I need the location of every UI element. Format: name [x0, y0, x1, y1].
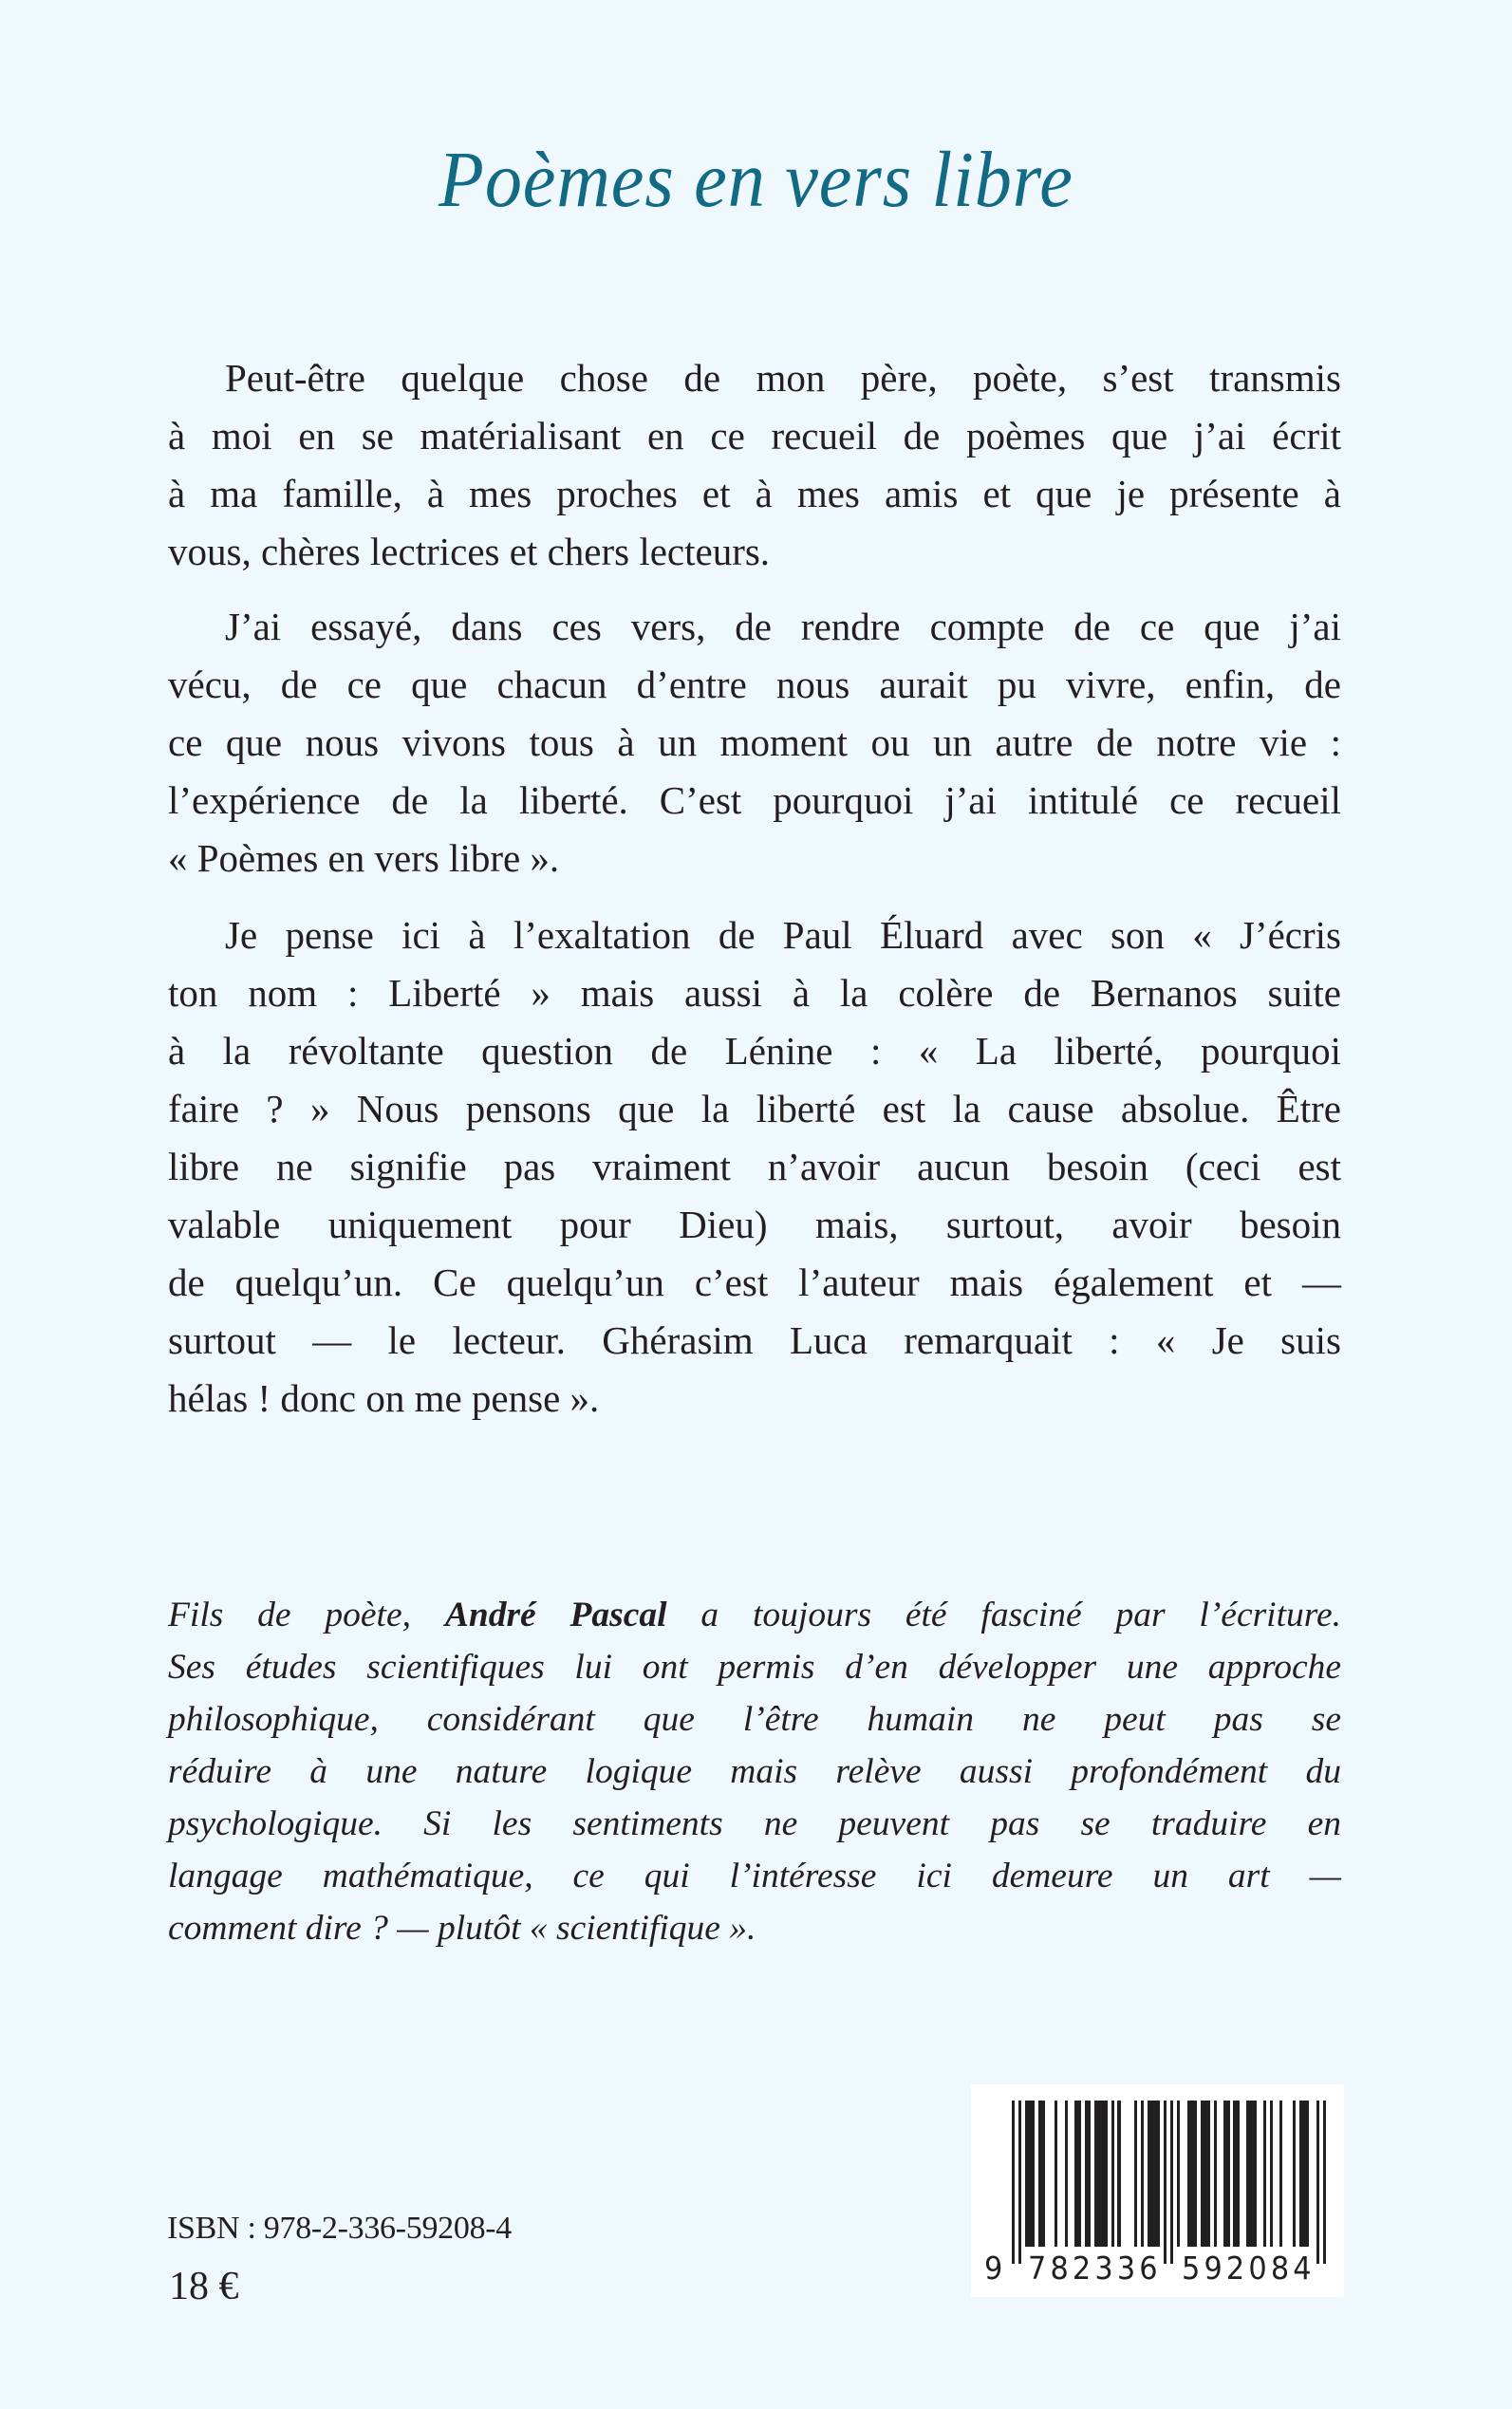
- author-name: André Pascal: [444, 1596, 667, 1634]
- barcode-bar: [1316, 2101, 1319, 2264]
- text-line: vous, chères lectrices et chers lecteurs.: [168, 530, 771, 573]
- barcode-bar: [1177, 2101, 1180, 2247]
- barcode-bar: [1299, 2101, 1309, 2247]
- barcode-bar: [1246, 2101, 1256, 2247]
- text-line: Je pense ici à l’exaltation de Paul Éluard avec son « J’écris: [225, 913, 1341, 957]
- blurb-paragraph-2: [168, 598, 1341, 887]
- author-bio: [168, 1589, 1341, 1954]
- text-line: faire ? » Nous pensons que la liberté est la cause absolue. Être: [168, 1087, 1341, 1130]
- text-line: à ma famille, à mes proches et à mes amis et que je présente à: [168, 472, 1341, 515]
- barcode-bar: [1164, 2101, 1167, 2264]
- book-title: Poèmes en vers libre: [439, 136, 1073, 224]
- bio-line-1: [168, 1589, 1341, 1641]
- text-line: hélas ! donc on me pense ».: [168, 1376, 600, 1420]
- bio-text: Fils de poète,: [168, 1596, 445, 1634]
- barcode-bar: [1038, 2101, 1045, 2247]
- barcode-bar: [1223, 2101, 1230, 2247]
- barcode-bars: [1012, 2101, 1326, 2264]
- text-line: J’ai essayé, dans ces vers, de rendre compte de ce que j’ai: [225, 605, 1341, 648]
- barcode-bar: [1201, 2101, 1210, 2247]
- text-line: surtout — le lecteur. Ghérasim Luca remarquait : « Je suis: [168, 1318, 1341, 1362]
- barcode-bar: [1111, 2101, 1114, 2247]
- barcode-bar: [1074, 2101, 1081, 2247]
- bio-text: a toujours été fasciné par l’écriture.: [666, 1596, 1341, 1634]
- isbn-label: ISBN : 978-2-336-59208-4: [167, 2211, 512, 2246]
- barcode-bar: [1233, 2101, 1240, 2247]
- text-line: psychologique. Si les sentiments ne peuvent pas se traduire en: [168, 1804, 1341, 1843]
- price-label: 18 €: [169, 2265, 239, 2308]
- barcode-bar: [1094, 2101, 1108, 2247]
- barcode-bar: [1214, 2101, 1217, 2247]
- text-line: à moi en se matérialisant en ce recueil de poèmes que j’ai écrit: [168, 414, 1341, 458]
- barcode-bar: [1018, 2101, 1021, 2264]
- text-line: ton nom : Liberté » mais aussi à la colère de Bernanos suite: [168, 971, 1341, 1015]
- text-line: ce que nous vivons tous à un moment ou un autre de notre vie :: [168, 720, 1341, 764]
- barcode-bar: [1012, 2101, 1015, 2264]
- barcode-bar: [1279, 2101, 1282, 2247]
- text-line: « Poèmes en vers libre ».: [168, 836, 560, 880]
- barcode-bar: [1270, 2101, 1273, 2247]
- text-line: vécu, de ce que chacun d’entre nous aurait pu vivre, enfin, de: [168, 663, 1341, 706]
- text-line: Peut-être quelque chose de mon père, poète, s’est transmis: [225, 356, 1341, 400]
- barcode-left-digits: 782336: [1028, 2250, 1162, 2287]
- barcode-bar: [1293, 2101, 1296, 2247]
- barcode-bar: [1055, 2101, 1057, 2247]
- barcode-bar: [1134, 2101, 1137, 2247]
- barcode-bar: [1187, 2101, 1197, 2247]
- blurb-paragraph-3: [168, 906, 1341, 1428]
- blurb-paragraph-1: [168, 349, 1341, 581]
- barcode-bar: [1085, 2101, 1092, 2247]
- text-line: l’expérience de la liberté. C’est pourquoi j’ai intitulé ce recueil: [168, 778, 1341, 822]
- text-line: philosophique, considérant que l’être humain ne peut pas se: [168, 1700, 1341, 1739]
- barcode-bar: [1141, 2101, 1144, 2247]
- text-line: libre ne signifie pas vraiment n’avoir aucun besoin (ceci est: [168, 1145, 1341, 1188]
- barcode-bar: [1025, 2101, 1035, 2247]
- text-line: réduire à une nature logique mais relève aussi profondément du: [168, 1752, 1341, 1791]
- text-line: valable uniquement pour Dieu) mais, surtout, avoir besoin: [168, 1203, 1341, 1246]
- text-line: comment dire ? — plutôt « scientifique ».: [168, 1909, 756, 1948]
- text-line: Ses études scientifiques lui ont permis d’en développer une approche: [168, 1648, 1341, 1687]
- barcode: [971, 2084, 1344, 2297]
- text-line: de quelqu’un. Ce quelqu’un c’est l’auteur mais également et —: [168, 1261, 1341, 1304]
- barcode-bar: [1263, 2101, 1266, 2247]
- barcode-bar: [1065, 2101, 1068, 2247]
- barcode-bar: [1170, 2101, 1173, 2264]
- barcode-right-digits: 592084: [1182, 2250, 1316, 2287]
- barcode-bar: [1148, 2101, 1161, 2247]
- text-line: à la révoltante question de Lénine : « La liberté, pourquoi: [168, 1029, 1341, 1073]
- barcode-first-digit: 9: [984, 2250, 1003, 2287]
- barcode-bar: [1117, 2101, 1120, 2247]
- text-line: langage mathématique, ce qui l’intéresse ici demeure un art —: [168, 1857, 1341, 1895]
- barcode-bar: [1323, 2101, 1326, 2264]
